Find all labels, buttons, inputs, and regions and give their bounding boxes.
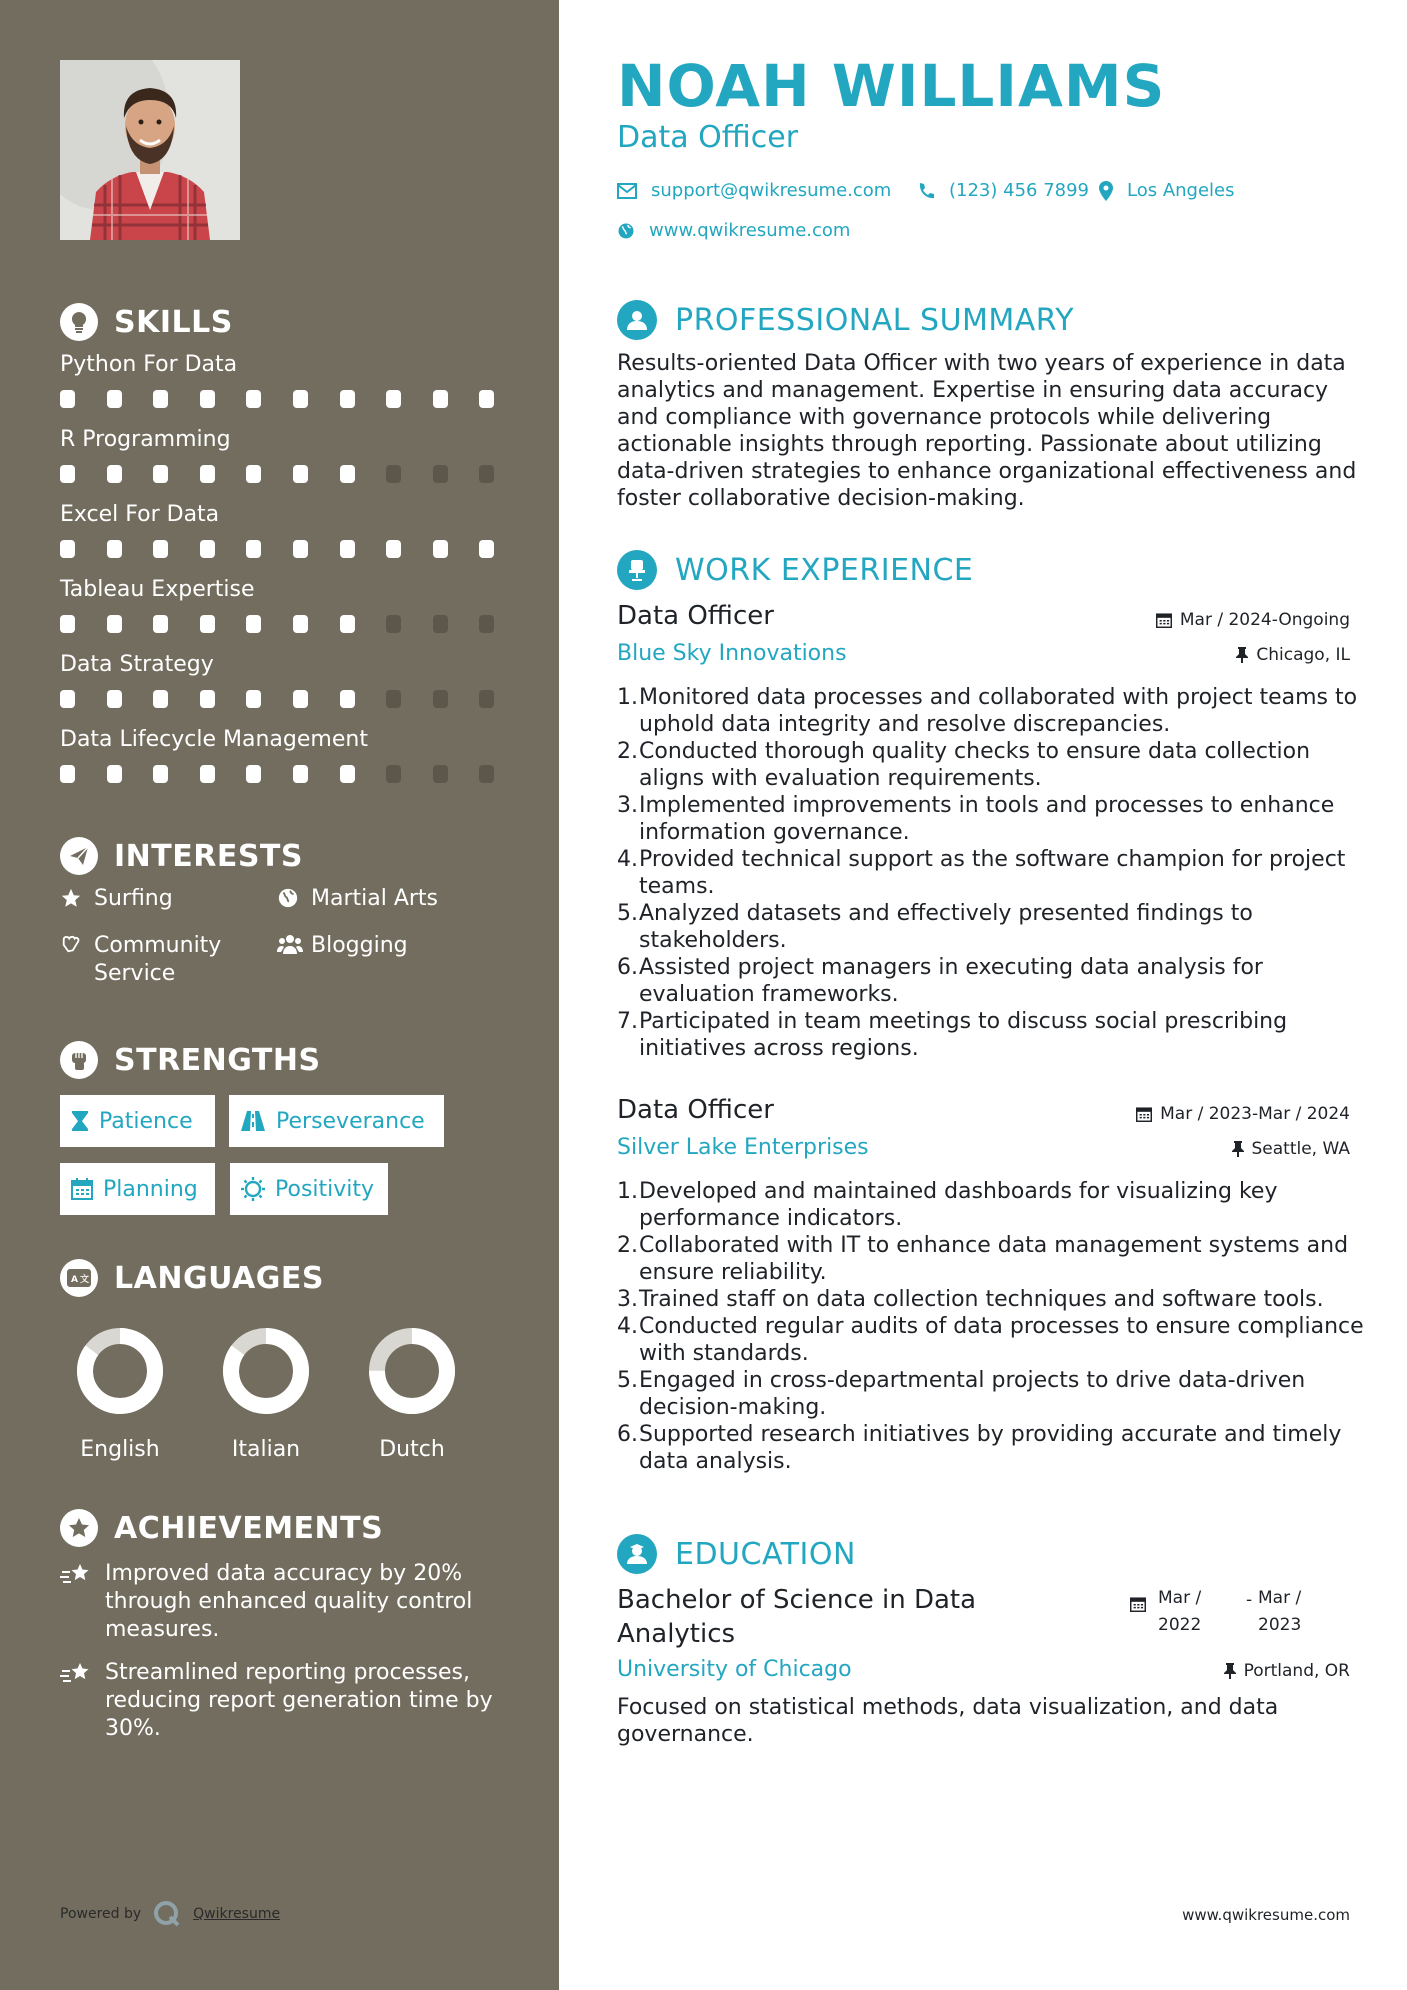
contact-location: Los Angeles [1099,180,1235,201]
summary-heading: PROFESSIONAL SUMMARY [617,298,1074,342]
skill-dot-filled [153,465,168,483]
list-item: 6. Supported research initiatives by providing accurate and timely data analysis. [617,1422,1342,1474]
skill-dot-filled [107,390,122,408]
skill-dot-filled [340,540,355,558]
calendar-icon [1130,1596,1146,1616]
language-item: Italian [206,1325,326,1462]
job-bullets [617,1178,1377,1475]
skill-dot-filled [293,465,308,483]
pushpin-icon [1232,1141,1244,1157]
skill-level-dots [60,690,526,708]
list-item: 5. Analyzed datasets and effectively presented findings to stakeholders. [617,901,1253,953]
envelope-icon [617,183,637,199]
skill-dot-filled [107,690,122,708]
skill-dot-filled [340,390,355,408]
job-bullets [617,684,1377,1062]
skill-dot-filled [200,690,215,708]
user-icon [617,300,657,340]
achievement-item: Improved data accuracy by 20% through enhanced quality control measures. [60,1560,500,1644]
graduate-icon [617,1534,657,1574]
skill-dot-filled [60,465,75,483]
skill-dot-filled [293,540,308,558]
skill-dot-filled [153,690,168,708]
users-icon [277,932,311,960]
interests-heading: INTERESTS [60,836,303,876]
language-icon [60,1259,98,1297]
candidate-name: NOAH WILLIAMS [617,52,1166,120]
skill-dot-filled [340,690,355,708]
strength-chip: Perseverance [229,1095,444,1147]
job-company: Silver Lake Enterprises [617,1135,869,1160]
fist-icon [60,1041,98,1079]
education-end-date: Mar / 2023 [1258,1588,1302,1635]
skill-dot-filled [340,465,355,483]
education-degree: Bachelor of Science in Data Analytics [617,1585,977,1649]
strength-chip: Positivity [230,1163,388,1215]
pushpin-icon [1236,647,1248,663]
phone-icon [917,182,935,200]
skill-dot-filled [479,540,494,558]
job-title: Data Officer [617,1095,774,1125]
interest-item: Surfing [60,885,173,913]
strength-chip: Planning [60,1163,215,1215]
main-content [559,0,1407,1990]
skill-dot-filled [246,765,261,783]
skill-dot-empty [386,765,401,783]
interest-item: Blogging [277,932,408,960]
skill-dot-filled [60,390,75,408]
contact-email[interactable]: support@qwikresume.com [617,180,891,201]
skill-dot-filled [433,390,448,408]
skill-dot-empty [433,465,448,483]
skill-dot-filled [246,690,261,708]
contact-website[interactable]: www.qwikresume.com [617,220,850,241]
achievements-heading: ACHIEVEMENTS [60,1508,383,1548]
skill-dot-filled [107,465,122,483]
strength-chip: Patience [60,1095,215,1147]
job-location: Seattle, WA [1232,1139,1351,1159]
language-donut [206,1325,326,1417]
sidebar [0,0,559,1990]
skill-level-dots [60,465,526,483]
education-description: Focused on statistical methods, data visualization, and data governance. [617,1695,1279,1747]
skill-dot-filled [433,540,448,558]
heart-outline-icon [60,932,94,988]
briefcase-chair-icon [617,550,657,590]
skill-dot-filled [246,615,261,633]
skill-dot-filled [200,390,215,408]
skill-dot-empty [479,690,494,708]
calendar-icon [1156,612,1172,628]
hourglass-icon [71,1110,89,1132]
skill-dot-filled [153,765,168,783]
list-item: 4. Provided technical support as the software champion for project teams. [617,847,1346,899]
education-start-date: Mar / 2022 [1158,1588,1202,1635]
job-company: Blue Sky Innovations [617,641,847,666]
skill-dot-filled [200,465,215,483]
skill-dot-empty [433,615,448,633]
list-item: 4. Conducted regular audits of data processes to ensure compliance with standards. [617,1314,1364,1366]
skill-dot-filled [60,765,75,783]
interest-item: Community Service [60,932,260,988]
skill-dot-empty [433,765,448,783]
skill-dot-filled [60,540,75,558]
job-title: Data Officer [617,601,774,631]
skill-level-dots [60,765,526,783]
language-donut [60,1325,180,1417]
calendar-icon [1136,1106,1152,1122]
skill-level-dots [60,390,526,408]
achievement-item: Streamlined reporting processes, reducing report generation time by 30%. [60,1659,500,1743]
list-item: 5. Engaged in cross-departmental projects to drive data-driven decision-making. [617,1368,1306,1420]
shooting-star-icon [60,1659,105,1743]
list-item: 1. Monitored data processes and collaborated with project teams to uphold data integrity and resolve discrepancies. [617,685,1358,737]
lightbulb-icon [60,303,98,341]
skill-dot-filled [246,540,261,558]
star-badge-icon [60,1509,98,1547]
list-item: 2. Conducted thorough quality checks to ensure data collection aligns with evaluation requirements. [617,739,1311,791]
language-item: Dutch [352,1325,472,1462]
svg-text:文: 文 [80,1275,90,1285]
skill-name: Tableau Expertise [60,577,255,602]
education-school: University of Chicago [617,1657,852,1682]
list-item: 7. Participated in team meetings to discuss social prescribing initiatives across regions. [617,1009,1288,1061]
list-item: 3. Implemented improvements in tools and processes to enhance information governance. [617,793,1335,845]
list-item: 3. Trained staff on data collection techniques and software tools. [617,1287,1324,1312]
shooting-star-icon [60,1560,105,1644]
skill-level-dots [60,615,526,633]
globe-icon [277,885,311,913]
skill-dot-filled [293,690,308,708]
qwikresume-link[interactable]: Qwikresume [193,1906,281,1922]
list-item: 2. Collaborated with IT to enhance data management systems and ensure reliability. [617,1233,1349,1285]
skill-dot-filled [386,540,401,558]
education-location: Portland, OR [1224,1661,1350,1681]
skill-dot-filled [107,765,122,783]
skill-dot-filled [246,390,261,408]
skill-name: Python For Data [60,352,238,377]
skill-dot-empty [479,765,494,783]
skill-dot-filled [386,390,401,408]
paper-plane-icon [60,837,98,875]
skill-dot-filled [60,615,75,633]
job-dates: Mar / 2024-Ongoing [1156,610,1350,630]
language-donut [352,1325,472,1417]
qwikresume-logo-icon [153,1900,181,1928]
skill-dot-empty [433,690,448,708]
svg-text:A: A [71,1275,78,1285]
job-dates: Mar / 2023-Mar / 2024 [1136,1104,1350,1124]
skill-dot-filled [340,615,355,633]
skill-dot-empty [386,465,401,483]
skill-dot-filled [107,615,122,633]
star-icon [60,885,94,913]
skill-dot-filled [246,465,261,483]
contact-phone[interactable]: (123) 456 7899 [917,180,1089,201]
globe-icon [617,222,635,240]
skill-dot-empty [479,615,494,633]
list-item: 6. Assisted project managers in executing data analysis for evaluation frameworks. [617,955,1263,1007]
skill-dot-filled [153,615,168,633]
skill-dot-filled [293,390,308,408]
skill-dot-empty [479,465,494,483]
skill-dot-filled [293,765,308,783]
powered-by: Powered by Qwikresume [60,1900,280,1928]
skill-dot-filled [479,390,494,408]
skill-dot-filled [153,390,168,408]
education-heading: EDUCATION [617,1532,856,1576]
calendar-icon [71,1178,93,1200]
skill-dot-empty [386,615,401,633]
skills-heading: SKILLS [60,302,233,342]
skill-dot-filled [200,615,215,633]
road-icon [240,1111,266,1131]
skill-name: Data Lifecycle Management [60,727,368,752]
pushpin-icon [1224,1663,1236,1679]
skill-dot-empty [386,690,401,708]
interest-item: Martial Arts [277,885,438,913]
skill-dot-filled [340,765,355,783]
date-separator: - [1246,1590,1253,1610]
skill-dot-filled [200,540,215,558]
languages-heading: A 文 LANGUAGES [60,1258,324,1298]
strengths-heading: STRENGTHS [60,1040,321,1080]
skill-name: Data Strategy [60,652,214,677]
skill-dot-filled [293,615,308,633]
profile-photo [60,60,240,240]
language-item: English [60,1325,180,1462]
skill-dot-filled [200,765,215,783]
footer-url[interactable]: www.qwikresume.com [1182,1906,1350,1924]
job-location: Chicago, IL [1236,645,1350,665]
skill-name: Excel For Data [60,502,220,527]
sun-icon [241,1177,265,1201]
experience-heading: WORK EXPERIENCE [617,548,973,592]
skill-dot-filled [60,690,75,708]
skill-dot-filled [153,540,168,558]
summary-text: Results-oriented Data Officer with two years of experience in data analytics and management. Expertise in ensuring data accuracy and compliance with governance protocols while delivering actionable insights through reporting. Passionate about utilizing data-driven strategies to enhance organizational effectiveness and foster collaborative decision-making. [617,351,1357,511]
list-item: 1. Developed and maintained dashboards for visualizing key performance indicators. [617,1179,1278,1231]
skill-dot-filled [107,540,122,558]
map-pin-icon [1099,181,1113,201]
skill-name: R Programming [60,427,231,452]
skill-level-dots [60,540,526,558]
candidate-title: Data Officer [617,120,799,155]
